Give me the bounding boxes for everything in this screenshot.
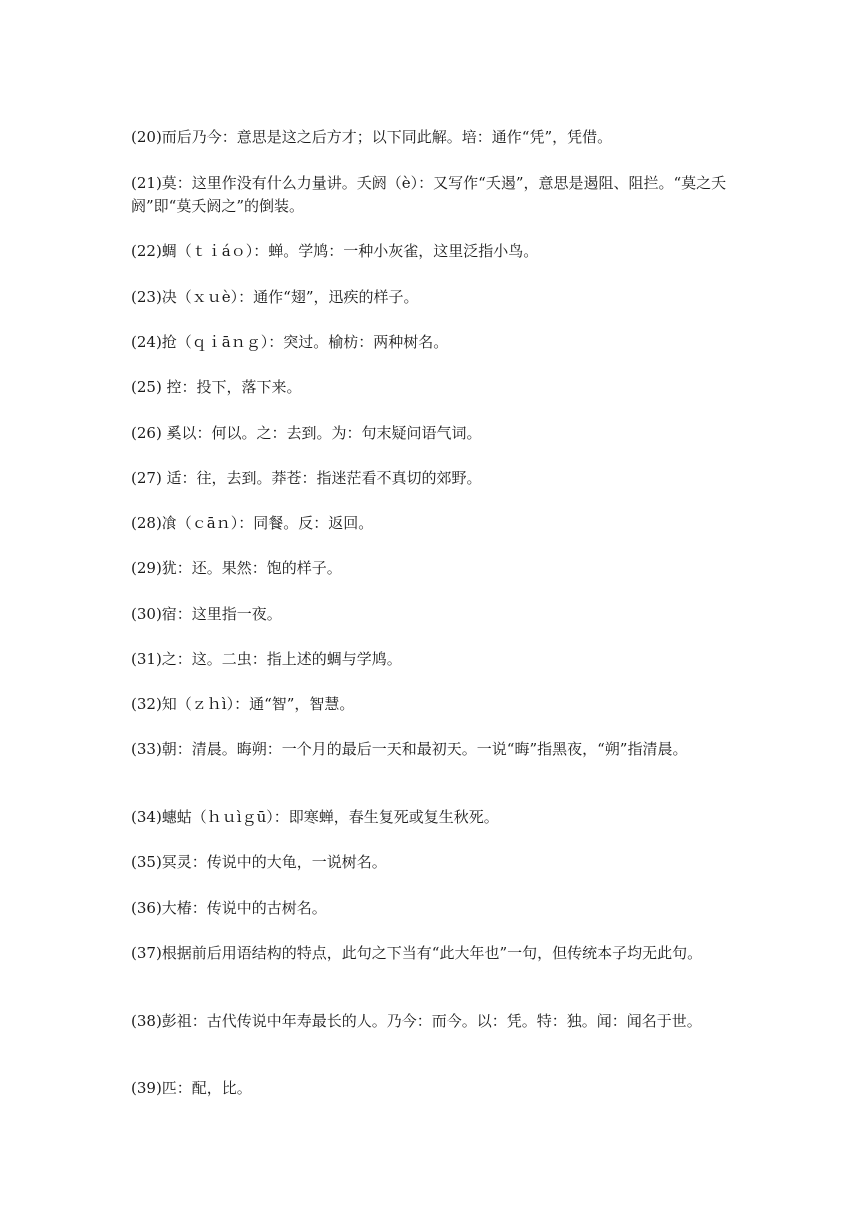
annotation-28: (28)飡（ｃāｎ）：同餐。反：返回。 bbox=[131, 514, 374, 532]
annotation-31: (31)之：这。二虫：指上述的蜩与学鸠。 bbox=[131, 650, 402, 668]
annotation-25: (25) 控：投下，落下来。 bbox=[131, 378, 302, 396]
annotation-37: (37)根据前后用语结构的特点，此句之下当有“此大年也”一句，但传统本子均无此句。 bbox=[131, 944, 703, 962]
annotation-30: (30)宿：这里指一夜。 bbox=[131, 605, 282, 623]
annotation-26: (26) 奚以：何以。之：去到。为：句末疑问语气词。 bbox=[131, 424, 482, 442]
annotation-32: (32)知（ｚｈì）：通“智”，智慧。 bbox=[131, 695, 355, 713]
annotation-38: (38)彭祖：古代传说中年寿最长的人。乃今：而今。以：凭。特：独。闻：闻名于世。 bbox=[131, 1012, 702, 1030]
annotation-29: (29)犹：还。果然：饱的样子。 bbox=[131, 559, 342, 577]
annotation-27: (27) 适：往，去到。莽苍：指迷茫看不真切的郊野。 bbox=[131, 469, 482, 487]
annotation-36: (36)大椿：传说中的古树名。 bbox=[131, 899, 327, 917]
annotation-33: (33)朝：清晨。晦朔：一个月的最后一天和最初天。一说“晦”指黑夜，“朔”指清晨。 bbox=[131, 740, 688, 758]
annotation-39: (39)匹：配，比。 bbox=[131, 1079, 252, 1097]
annotation-24: (24)抢（ｑｉāｎｇ）：突过。榆枋：两种树名。 bbox=[131, 333, 449, 351]
annotation-20: (20)而后乃今：意思是这之后方才；以下同此解。培：通作“凭”，凭借。 bbox=[131, 128, 613, 146]
annotation-35: (35)冥灵：传说中的大龟，一说树名。 bbox=[131, 853, 387, 871]
annotation-21: (21)莫：这里作没有什么力量讲。夭阏（è）：又写作“夭遏”，意思是遏阻、阻拦。“莫之夭阏”即“莫夭阏之”的倒装。 bbox=[131, 174, 727, 215]
annotation-23: (23)决（ｘｕè）：通作“翅”，迅疾的样子。 bbox=[131, 288, 419, 306]
annotation-22: (22)蜩（ｔｉáｏ）：蝉。学鸠：一种小灰雀，这里泛指小鸟。 bbox=[131, 242, 539, 260]
annotation-34: (34)蟪蛄（ｈｕìｇū）：即寒蝉，春生复死或复生秋死。 bbox=[131, 808, 499, 826]
